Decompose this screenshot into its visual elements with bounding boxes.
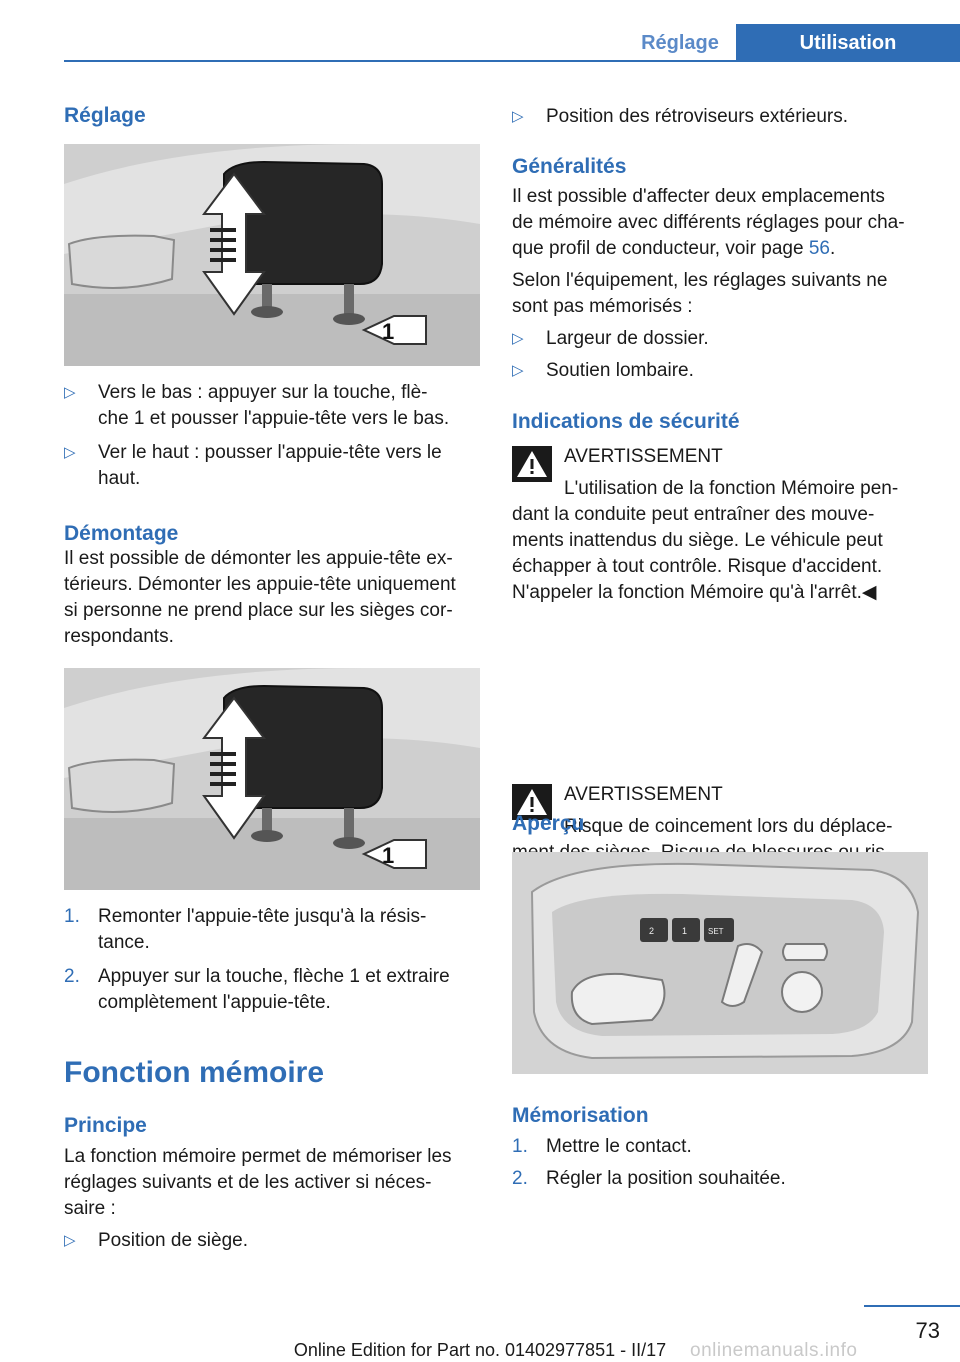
header-tab-utilisation[interactable]: Utilisation	[736, 24, 960, 62]
principe-heading: Principe	[64, 1114, 147, 1137]
list-item: 2. Appuyer sur la touche, flèche 1 et extraire complètement l'appuie-tête.	[64, 966, 450, 1013]
equipment-text: Selon l'équipement, les réglages suivants ne sont pas mémorisés :	[512, 270, 888, 317]
generalites-text: Il est possible d'affecter deux emplacements de mémoire avec différents réglages pour cha- que profil de conducteur, voir page 56.	[512, 186, 905, 259]
svg-text:SET: SET	[708, 927, 724, 936]
reglage-heading: Réglage	[64, 104, 146, 127]
equipment-list	[512, 326, 928, 384]
list-item: 1. Remonter l'appuie-tête jusqu'à la résis- tance.	[64, 906, 427, 953]
watermark: onlinemanuals.info	[690, 1340, 858, 1361]
edition-footer: Online Edition for Part no. 01402977851 - II/17	[293, 1340, 667, 1360]
list-item: ▷ Soutien lombaire.	[512, 358, 928, 384]
triangle-bullet-icon: ▷	[512, 108, 524, 125]
triangle-bullet-icon: ▷	[64, 444, 76, 461]
principe-text: La fonction mémoire permet de mémoriser les réglages suivants et de les activer si néces- saire :	[64, 1146, 452, 1219]
warning-2: AVERTISSEMENT Risque de coincement lors du déplace-	[512, 782, 932, 944]
list-item: ▷ Largeur de dossier.	[512, 326, 928, 352]
seat-controls-image	[512, 852, 928, 1074]
headrest-image-2	[64, 668, 480, 890]
svg-text:1: 1	[682, 926, 688, 936]
page-number: 73	[915, 1318, 940, 1343]
triangle-bullet-icon: ▷	[64, 1232, 76, 1249]
generalites-heading: Généralités	[512, 155, 627, 178]
demontage-steps	[64, 904, 480, 1016]
triangle-bullet-icon: ▷	[64, 384, 76, 401]
demontage-text: Il est possible de démonter les appuie-tête ex- térieurs. Démonter les appuie-tête uniquement si personne ne prend place sur les sièges cor- respondants.	[64, 548, 456, 647]
headrest-image-1	[64, 144, 480, 366]
list-item: ▷ Ver le haut : pousser l'appuie-tête vers le haut.	[64, 442, 442, 489]
list-item: 1. Mettre le contact.	[512, 1136, 692, 1157]
memory-buttons	[640, 918, 734, 942]
demontage-heading: Démontage	[64, 522, 179, 545]
triangle-bullet-icon: ▷	[512, 330, 524, 347]
arrow-label-1: 1	[382, 319, 395, 344]
fonction-memoire-heading: Fonction mémoire	[64, 1056, 325, 1089]
memorisation-steps	[512, 1134, 928, 1192]
warning-triangle-icon	[512, 446, 552, 482]
securite-heading: Indications de sécurité	[512, 410, 740, 433]
list-item: 2. Régler la position souhaitée.	[512, 1168, 786, 1189]
apercu-heading: Aperçu	[512, 812, 585, 835]
header-tab-reglage[interactable]: Réglage	[624, 24, 736, 62]
page-link[interactable]: 56	[808, 238, 830, 259]
principe-list	[64, 1228, 480, 1254]
reglage-list	[64, 380, 480, 492]
rearview-list	[512, 104, 928, 130]
triangle-bullet-icon: ▷	[512, 362, 524, 379]
warning-1: AVERTISSEMENT L'utilisation de la fonction Mémoire pen- dant la conduite peut entraîner des mouve- ments inattendus du siège. Le véhicule peut échapper à tout contrôle. Risque d'accident. N'appeler la fonction Mémoire qu'à l'arrêt.◀	[512, 446, 899, 603]
arrow-label-1: 1	[382, 843, 395, 868]
list-item: ▷ Position de siège.	[64, 1228, 480, 1254]
page-number-rule	[864, 1305, 960, 1307]
memorisation-heading: Mémorisation	[512, 1104, 649, 1127]
list-item: ▷ Position des rétroviseurs extérieurs.	[512, 104, 928, 130]
list-item: ▷ Vers le bas : appuyer sur la touche, flè- che 1 et pousser l'appuie-tête vers le bas.	[64, 382, 450, 429]
header-rule	[64, 60, 960, 62]
svg-text:2: 2	[649, 926, 655, 936]
